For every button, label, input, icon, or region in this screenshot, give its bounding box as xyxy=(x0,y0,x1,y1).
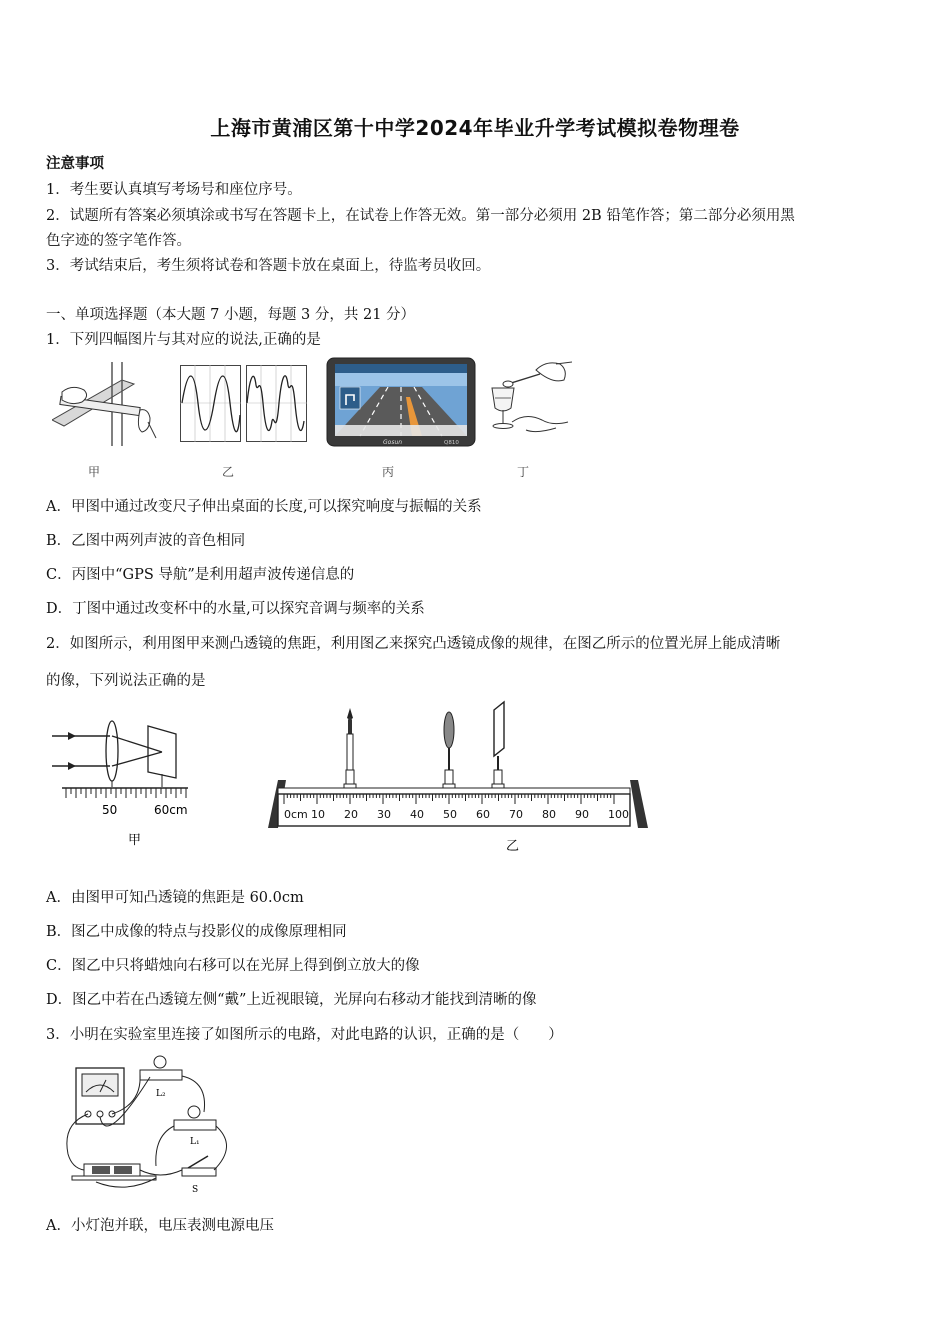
question-3-option-a: A．小灯泡并联，电压表测电源电压 xyxy=(46,1218,274,1234)
candle-icon xyxy=(344,708,356,790)
component-label: S xyxy=(192,1185,199,1195)
figure-label: 乙 xyxy=(506,839,520,854)
ruler-tick-label: 70 xyxy=(509,808,523,821)
notice-heading: 注意事项 xyxy=(46,155,104,172)
question-2-option-a: A．由图甲可知凸透镜的焦距是 60.0cm xyxy=(46,890,304,906)
question-2-stem: 2．如图所示，利用图甲来测凸透镜的焦距，利用图乙来探究凸透镜成像的规律，在图乙所示的位置光屏上能成清晰 xyxy=(46,636,781,652)
gps-model-text: Q810 xyxy=(444,440,459,446)
gps-brand-text: Gosun xyxy=(383,439,403,446)
figure-circuit xyxy=(62,1052,242,1198)
figure-gps-device xyxy=(326,357,476,447)
ruler-tick-label: 0cm xyxy=(284,808,308,821)
page-title: 上海市黄浦区第十中学2024年毕业升学考试模拟卷物理卷 xyxy=(210,116,740,140)
ruler-tick-label: 90 xyxy=(575,808,589,821)
notice-item: 3．考试结束后，考生须将试卷和答题卡放在桌面上，待监考员收回。 xyxy=(46,258,491,274)
figure-label: 丙 xyxy=(382,465,395,479)
ruler-tick-label: 30 xyxy=(377,808,391,821)
convex-lens-icon xyxy=(443,712,455,790)
figure-label: 丁 xyxy=(517,465,530,479)
question-2-option-b: B．图乙中成像的特点与投影仪的成像原理相同 xyxy=(46,924,347,940)
question-3-stem: 3．小明在实验室里连接了如图所示的电路，对此电路的认识，正确的是（ ） xyxy=(46,1027,563,1043)
figure-sound-waves xyxy=(180,365,308,443)
ruler-tick-label: 60cm xyxy=(154,803,188,817)
notice-item: 2．试题所有答案必须填涂或书写在答题卡上，在试卷上作答无效。第一部分必须用 2B 铅笔作答；第二部分必须用黑 xyxy=(46,208,795,224)
switch-icon xyxy=(182,1156,216,1195)
figure-label: 甲 xyxy=(128,833,142,848)
ruler-tick-label: 50 xyxy=(443,808,457,821)
figure-optical-bench xyxy=(258,700,648,858)
component-label: L₂ xyxy=(156,1089,166,1099)
bulb-l1-icon xyxy=(174,1106,216,1147)
notice-item: 色字迹的签字笔作答。 xyxy=(46,233,191,249)
figure-ruler-desk xyxy=(52,362,160,446)
question-1-option-d: D．丁图中通过改变杯中的水量,可以探究音调与频率的关系 xyxy=(46,601,425,617)
bulb-l2-icon xyxy=(140,1056,182,1099)
figure-glass-spoon xyxy=(486,360,572,438)
light-screen-icon xyxy=(492,702,504,790)
ruler-tick-label: 40 xyxy=(410,808,424,821)
ruler-tick-label: 50 xyxy=(102,803,118,817)
figure-label: 乙 xyxy=(222,465,235,479)
ruler-tick-label: 10 xyxy=(311,808,325,821)
question-1-option-c: C．丙图中“GPS 导航”是利用超声波传递信息的 xyxy=(46,567,355,583)
ruler-tick-label: 80 xyxy=(542,808,556,821)
figure-label: 甲 xyxy=(88,465,101,479)
ruler-tick-label: 100 xyxy=(608,808,629,821)
ruler-tick-label: 60 xyxy=(476,808,490,821)
question-1-stem: 1．下列四幅图片与其对应的说法,正确的是 xyxy=(46,332,321,348)
question-2-option-d: D．图乙中若在凸透镜左侧“戴”上近视眼镜，光屏向右移动才能找到清晰的像 xyxy=(46,992,537,1008)
section-heading: 一、单项选择题（本大题 7 小题，每题 3 分，共 21 分） xyxy=(46,307,416,323)
figure-focal-length xyxy=(52,712,192,852)
question-1-option-b: B．乙图中两列声波的音色相同 xyxy=(46,533,246,549)
component-label: L₁ xyxy=(190,1137,200,1147)
ruler-tick-label: 20 xyxy=(344,808,358,821)
question-2-stem: 的像，下列说法正确的是 xyxy=(46,673,206,689)
notice-item: 1．考生要认真填写考场号和座位序号。 xyxy=(46,182,302,198)
question-2-option-c: C．图乙中只将蜡烛向右移可以在光屏上得到倒立放大的像 xyxy=(46,958,420,974)
question-1-option-a: A．甲图中通过改变尺子伸出桌面的长度,可以探究响度与振幅的关系 xyxy=(46,499,482,515)
